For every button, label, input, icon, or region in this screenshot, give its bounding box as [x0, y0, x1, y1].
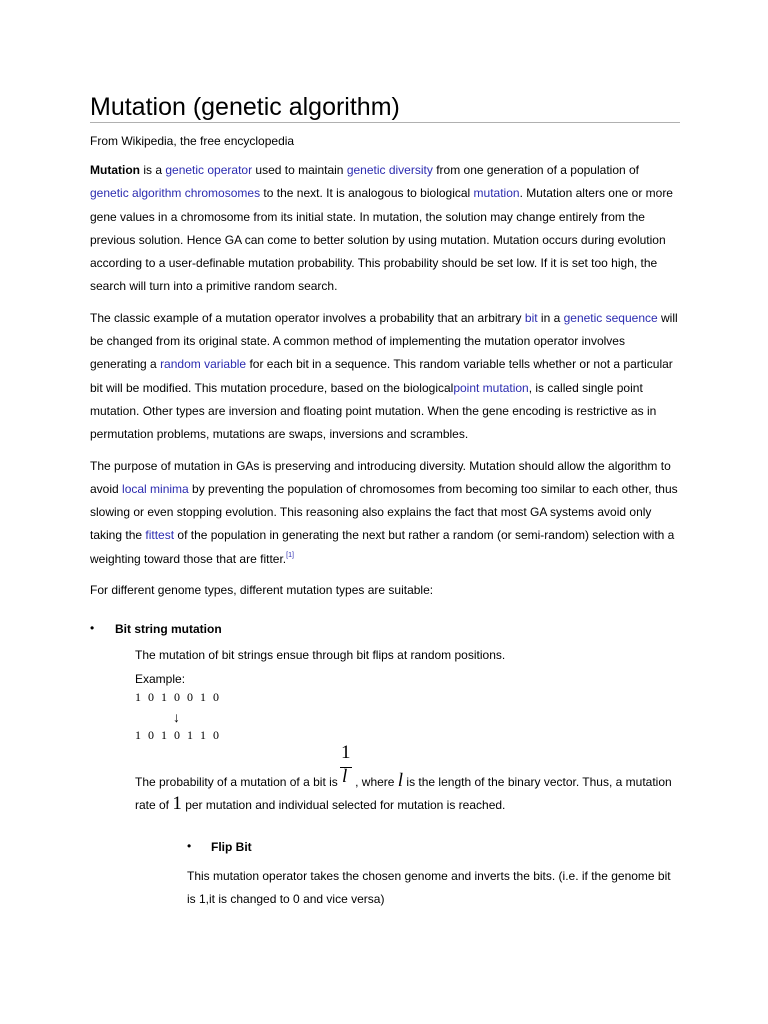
link-fittest[interactable]: fittest — [145, 528, 175, 543]
bullet-marker: • — [187, 839, 192, 853]
fraction-numerator: 1 — [341, 742, 351, 763]
paragraph-purpose — [90, 455, 680, 571]
bullet-title-text: Flip Bit — [211, 840, 252, 854]
paragraph-intro — [90, 159, 680, 299]
text-span: . Mutation alters one or more gene values in a chromosome from its initial state. In mutation, the solution may change entirely from the previous solution. Hence GA can come to better solution by using mutation. Mutation occurs during evolution according to a user-definable mutation probability. This probability should be set low. If it is set too high, the search will turn into a primitive random search. — [90, 186, 673, 294]
bold-term: Mutation — [90, 163, 140, 177]
link-genetic-diversity[interactable]: genetic diversity — [346, 163, 433, 177]
bullet-title-text: Bit string mutation — [115, 622, 222, 636]
link-point-mutation[interactable]: point mutation — [453, 380, 529, 395]
variable-l: l — [397, 770, 404, 791]
bullet-marker: • — [90, 621, 95, 635]
link-bit[interactable]: bit — [524, 310, 538, 325]
rate-line — [135, 793, 506, 814]
text-span: from one generation of a population of — [432, 163, 640, 177]
paragraph-genome-types: For different genome types, different mutation types are suitable: — [90, 583, 434, 598]
text-span: in a — [537, 310, 564, 325]
bullet-title-flip-bit — [211, 839, 252, 855]
fraction-denominator: l — [342, 766, 348, 787]
text-span: used to maintain — [252, 163, 347, 177]
article — [90, 92, 680, 602]
text-span: The probability of a mutation of a bit is — [135, 775, 342, 789]
text-span: of the population in generating the next but rather a random (or semi-random) selection with a weighting toward those that are fitter. — [90, 528, 675, 566]
reference-1[interactable]: [1] — [286, 551, 294, 559]
flip-bit-description-line1: This mutation operator takes the chosen genome and inverts the bits. (i.e. if the genome bit — [187, 869, 671, 883]
text-span: will be changed from its original state. A common method of implementing the mutation operator involves generating a — [90, 310, 678, 372]
text-span: is the length of the binary vector. Thus, a mutation — [403, 775, 672, 789]
bits-before: 1 0 1 0 0 1 0 — [135, 690, 221, 704]
bullet-title-bit-string-mutation — [115, 621, 222, 637]
text-span: is a — [140, 163, 166, 177]
link-local-minima[interactable]: local minima — [122, 481, 189, 496]
site-subtitle: From Wikipedia, the free encyclopedia — [90, 134, 295, 148]
probability-line — [135, 770, 672, 791]
bit-string-description: The mutation of bit strings ensue through bit flips at random positions. — [135, 648, 506, 662]
link-genetic-algorithm-chromosomes[interactable]: genetic algorithm chromosomes — [90, 186, 261, 201]
link-random-variable[interactable]: random variable — [160, 357, 247, 372]
page-title: Mutation (genetic algorithm) — [90, 93, 400, 121]
rate-one: 1 — [172, 793, 182, 814]
text-span: to the next. It is analogous to biological — [260, 186, 474, 201]
text-span: The purpose of mutation in GAs is preserving and introducing diversity. Mutation should allow the algorithm to avoid — [90, 458, 671, 496]
text-span: The classic example of a mutation operator involves a probability that an arbitrary — [90, 310, 525, 325]
bits-after: 1 0 1 0 1 1 0 — [135, 728, 221, 742]
title-divider — [90, 122, 680, 123]
text-span: , is called single point mutation. Other types are inversion and floating point mutation. When the gene encoding is restrictive as in permutation problems, mutations are swaps, inversions and scrambles. — [90, 380, 657, 442]
text-span: , where — [355, 775, 398, 789]
link-mutation[interactable]: mutation — [473, 186, 520, 201]
paragraph-classic-example — [90, 307, 680, 447]
link-genetic-sequence[interactable]: genetic sequence — [563, 310, 658, 325]
link-genetic-operator[interactable]: genetic operator — [165, 163, 253, 177]
text-span: for each bit in a sequence. This random variable tells whether or not a particular bit will be modified. This mutation procedure, based on the biological — [90, 357, 673, 395]
mutation-arrow: ↓ — [173, 709, 180, 725]
text-span: rate of — [135, 798, 173, 812]
example-label: Example: — [135, 672, 186, 686]
text-span: by preventing the population of chromosomes from becoming too similar to each other, thus slowing or even stopping evolution. This reasoning also explains the fact that most GA systems avoid only taking the — [90, 481, 678, 543]
flip-bit-description-line2: is 1,it is changed to 0 and vice versa) — [187, 892, 385, 906]
text-span: per mutation and individual selected for mutation is reached. — [181, 798, 506, 812]
